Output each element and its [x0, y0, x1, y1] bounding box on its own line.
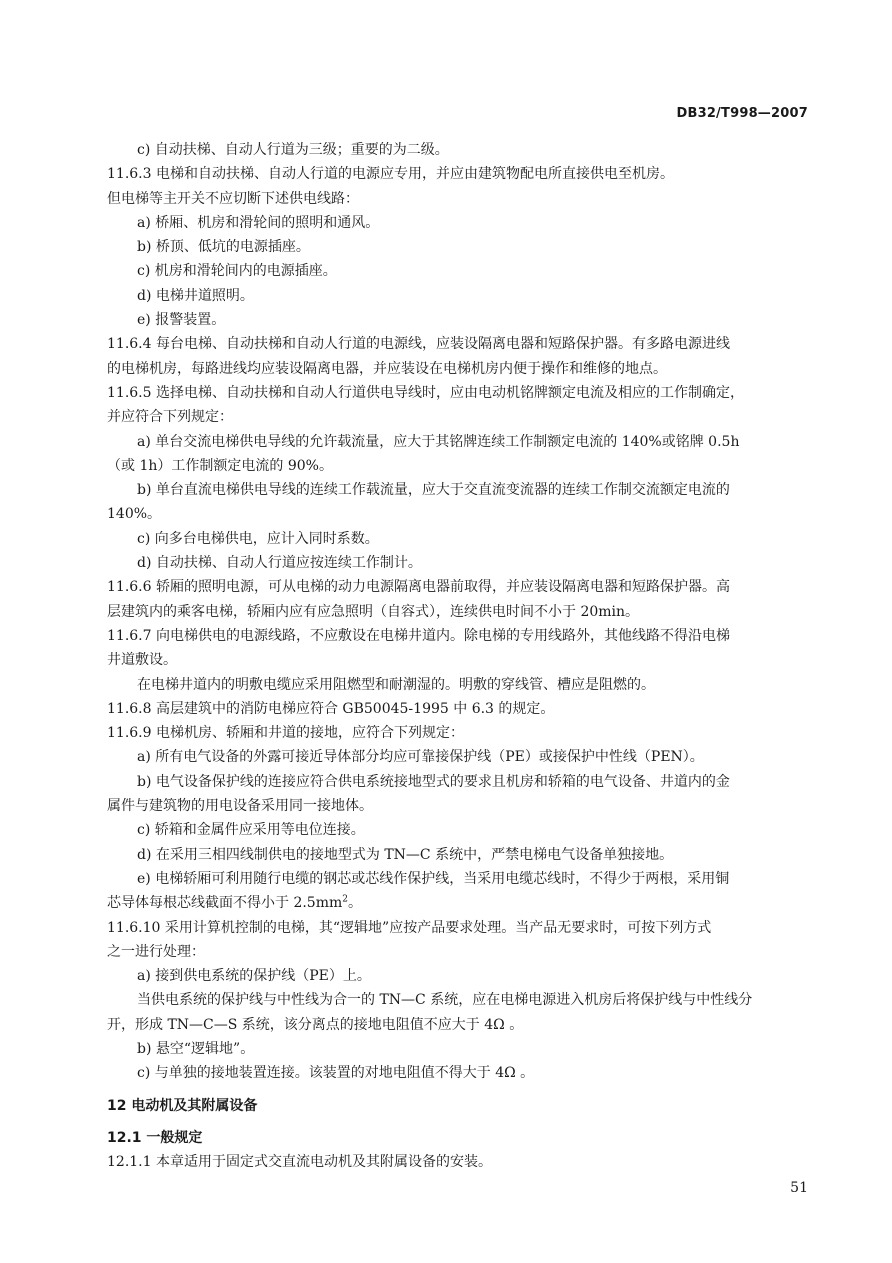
clause-11-6-8: 11.6.8 高层建筑中的消防电梯应符合 GB50045-1995 中 6.3 的规定。 — [107, 700, 555, 717]
text-line: 的电梯机房，每路进线均应装设隔离电器，并应装设在电梯机房内便于操作和维修的地点。 — [107, 360, 667, 377]
clause-11-6-6: 11.6.6 轿厢的照明电源，可从电梯的动力电源隔离电器前取得，并应装设隔离电器和短路保护器。高 — [107, 579, 730, 596]
document-code-header: DB32/T998—2007 — [676, 106, 808, 121]
text-line — [107, 891, 809, 915]
clause-11-6-7: 11.6.7 向电梯供电的电源线路，不应敷设在电梯井道内。除电梯的专用线路外，其他线路不得沿电梯 — [107, 627, 730, 644]
text-span: 芯导体每根芯线截面不得小于 2.5mm — [107, 895, 343, 912]
clause-11-6-9: 11.6.9 电梯机房、轿厢和井道的接地，应符合下列规定： — [107, 725, 464, 742]
list-item: a) 单台交流电梯供电导线的允许载流量，应大于其铭牌连续工作制额定电流的 140%或铭牌 0.5h — [137, 433, 740, 450]
text-line: 140%。 — [107, 506, 162, 523]
list-item: e) 电梯轿厢可利用随行电缆的钢芯或芯线作保护线，当采用电缆芯线时，不得少于两根，采用铜 — [137, 870, 730, 887]
text-line: 层建筑内的乘客电梯，轿厢内应有应急照明（自容式），连续供电时间不小于 20min。 — [107, 603, 640, 620]
list-item: c) 机房和滑轮间内的电源插座。 — [137, 263, 337, 280]
list-item: a) 所有电气设备的外露可接近导体部分均应可靠接保护线（PE）或接保护中性线（PEN）。 — [137, 749, 704, 766]
clause-12-1-1: 12.1.1 本章适用于固定式交直流电动机及其附属设备的安装。 — [107, 1154, 492, 1171]
list-item: b) 桥顶、低坑的电源插座。 — [137, 239, 310, 256]
text-line: c) 自动扶梯、自动人行道为三级；重要的为二级。 — [137, 142, 449, 158]
clause-11-6-5: 11.6.5 选择电梯、自动扶梯和自动人行道供电导线时，应由电动机铭牌额定电流及相应的工作制确定， — [107, 384, 744, 401]
clause-11-6-4: 11.6.4 每台电梯、自动扶梯和自动人行道的电源线，应装设隔离电器和短路保护器。有多路电源进线 — [107, 336, 730, 353]
list-item: b) 单台直流电梯供电导线的连续工作载流量，应大于交直流变流器的连续工作制交流额定电流的 — [137, 482, 730, 499]
text-line: 但电梯等主开关不应切断下述供电线路： — [107, 190, 359, 207]
clause-11-6-10: 11.6.10 采用计算机控制的电梯，其“逻辑地”应按产品要求处理。当产品无要求时，可按下列方式 — [107, 919, 712, 936]
text-line: 之一进行处理： — [107, 943, 205, 960]
text-line: 在电梯井道内的明敷电缆应采用阻燃型和耐潮湿的。明敷的穿线管、槽应是阻燃的。 — [137, 676, 655, 693]
list-item: d) 自动扶梯、自动人行道应按连续工作制计。 — [137, 555, 422, 572]
text-line: 开，形成 TN—C—S 系统，该分离点的接地电阻值不应大于 4Ω 。 — [107, 1016, 524, 1033]
text-line: （或 1h）工作制额定电流的 90%。 — [107, 457, 333, 474]
list-item: d) 在采用三相四线制供电的接地型式为 TN—C 系统中，严禁电梯电气设备单独接地。 — [137, 846, 674, 863]
text-line: 当供电系统的保护线与中性线为合一的 TN—C 系统，应在电梯电源进入机房后将保护线与中性线分 — [137, 992, 753, 1009]
text-line: 属件与建筑物的用电设备采用同一接地体。 — [107, 798, 373, 815]
text-line: 并应符合下列规定： — [107, 409, 233, 426]
list-item: c) 向多台电梯供电，应计入同时系数。 — [137, 530, 379, 547]
page-number: 51 — [790, 1180, 808, 1196]
list-item: c) 与单独的接地装置连接。该装置的对地电阻值不得大于 4Ω 。 — [137, 1065, 535, 1082]
page-content — [107, 138, 809, 1174]
text-span: 。 — [348, 895, 362, 912]
list-item: a) 桥厢、机房和滑轮间的照明和通风。 — [137, 214, 380, 231]
superscript: 2 — [342, 894, 348, 905]
list-item: d) 电梯井道照明。 — [137, 287, 254, 304]
section-heading-12-1: 12.1 一般规定 — [107, 1129, 203, 1146]
list-item: b) 电气设备保护线的连接应符合供电系统接地型式的要求且机房和轿箱的电气设备、井道内的金 — [137, 773, 730, 790]
list-item: c) 轿箱和金属件应采用等电位连接。 — [137, 822, 365, 839]
clause-11-6-3: 11.6.3 电梯和自动扶梯、自动人行道的电源应专用，并应由建筑物配电所直接供电至机房。 — [107, 166, 674, 183]
list-item: b) 悬空“逻辑地”。 — [137, 1040, 255, 1057]
list-item: a) 接到供电系统的保护线（PE）上。 — [137, 968, 371, 985]
text-line: 井道敷设。 — [107, 652, 177, 669]
section-heading-12: 12 电动机及其附属设备 — [107, 1097, 258, 1114]
list-item: e) 报警装置。 — [137, 312, 226, 329]
